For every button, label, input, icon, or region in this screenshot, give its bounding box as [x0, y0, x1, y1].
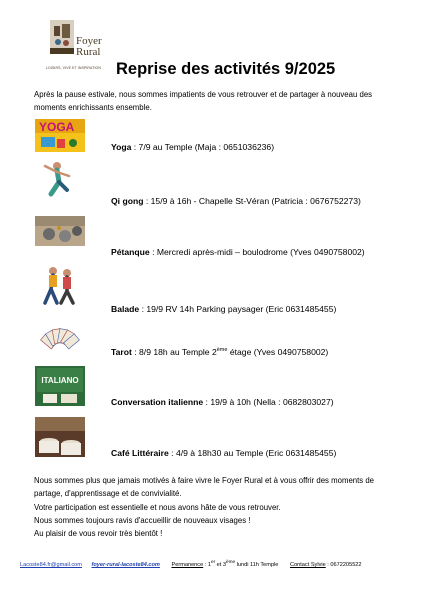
activity-tarot: [111, 347, 328, 357]
website-link[interactable]: foyer-rural-lacoste84.com: [91, 561, 160, 568]
activity-name: Tarot: [111, 347, 132, 357]
activity-details: : 19/9 RV 14h Parking paysager (Eric 0631485455): [139, 304, 337, 314]
contact-info: [290, 562, 362, 568]
permanence-label: Permanence: [171, 561, 204, 568]
permanence-sup: ème: [226, 559, 236, 564]
petanque-balls-icon: [35, 216, 85, 246]
contact-label: Contact Sylvie: [289, 561, 326, 568]
logo-title: Foyer Rural: [76, 35, 102, 58]
cafe-tables-icon: [35, 417, 85, 457]
permanence-text: et 3: [215, 561, 227, 568]
activity-name: Pétanque: [111, 247, 150, 257]
hikers-icon: [35, 265, 85, 307]
activity-details: : Mercredi après-midi – boulodrome (Yves 0490758002): [149, 247, 365, 257]
activity-qigong: [111, 196, 361, 206]
closing-line: Nous sommes toujours ravis d'accueillir de nouveaux visages !: [34, 515, 251, 525]
qigong-figure-icon: [35, 160, 85, 202]
permanence-info: [171, 559, 279, 568]
activity-name: Yoga: [111, 142, 132, 152]
activity-name: Conversation italienne: [111, 397, 204, 407]
intro-paragraph: Après la pause estivale, nous sommes impatients de vous retrouver et de partager à nouveau des moments enrichissants ensemble.: [34, 90, 373, 112]
activity-details-post: étage (Yves 0490758002): [227, 347, 329, 357]
activity-yoga: [111, 142, 274, 152]
activity-details: : 19/9 à 10h (Nella : 0682803027): [203, 397, 334, 407]
italiano-board-icon: [35, 366, 85, 406]
permanence-text: : 1: [203, 561, 211, 568]
closing-line: Votre participation est essentielle et nous avons hâte de vous retrouver.: [34, 502, 281, 512]
activity-name: Café Littéraire: [111, 448, 169, 458]
activity-details: : 4/9 à 18h30 au Temple (Eric 0631485455): [168, 448, 337, 458]
activity-details: : 15/9 à 16h - Chapelle St-Véran (Patricia : 0676752273): [143, 196, 361, 206]
italiano-board-text: ITALIANO: [41, 376, 79, 385]
activity-conversation-italienne: [111, 397, 334, 407]
closing-line: Nous sommes plus que jamais motivés à faire vivre le Foyer Rural et à vous offrir des moments de partage, d'apprentissage et de convivialité.: [34, 476, 375, 499]
closing-text: [34, 474, 394, 540]
permanence-text: lundi 11h Temple: [235, 561, 279, 568]
tarot-cards-icon: [35, 323, 85, 353]
footer: [20, 559, 410, 568]
permanence-sup: er: [210, 559, 216, 564]
activity-name: Balade: [111, 304, 140, 314]
yoga-poster-icon: [35, 119, 85, 152]
contact-phone: : 0672205522: [325, 561, 362, 568]
page-title: Reprise des activités 9/2025: [116, 60, 336, 78]
activity-details-sup: ème: [216, 347, 228, 354]
svg-text:YOGA: YOGA: [39, 120, 75, 134]
activity-petanque: [111, 247, 365, 257]
logo-tagline: LOISIRS, VIVE ET INSPIRATION: [46, 66, 101, 70]
activity-details: : 7/9 au Temple (Maja : 0651036236): [131, 142, 275, 152]
email-link[interactable]: Lacoste84.fr@gmail.com: [20, 561, 82, 568]
activity-balade: [111, 304, 336, 314]
closing-line: Au plaisir de vous revoir très bientôt !: [34, 529, 163, 539]
activity-details-pre: : 8/9 18h au Temple 2: [131, 347, 217, 357]
activity-cafe-litteraire: [111, 448, 336, 458]
activity-name: Qi gong: [111, 196, 144, 206]
